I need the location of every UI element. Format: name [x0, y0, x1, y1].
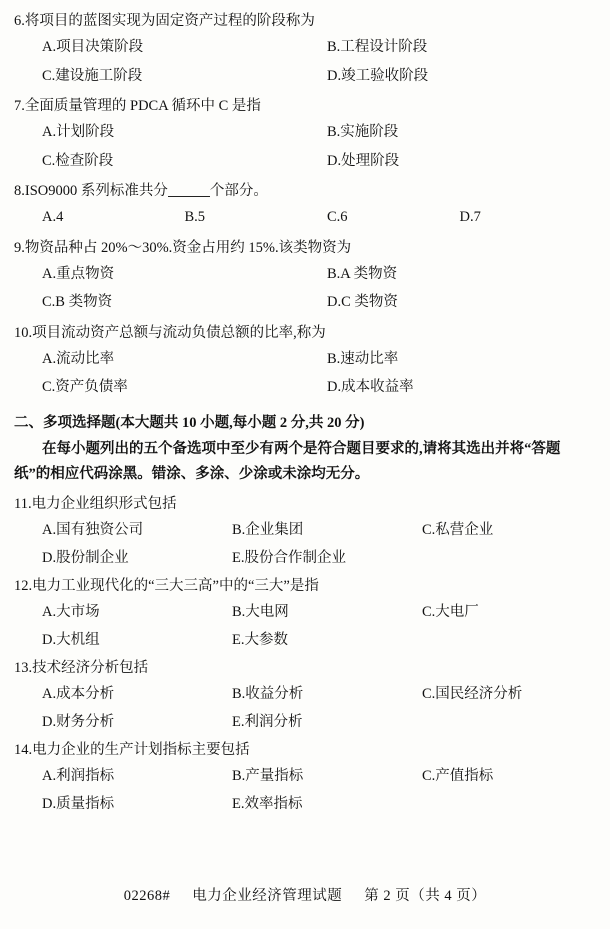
section-heading-multiple-choice: 二、多项选择题(本大题共 10 小题,每小题 2 分,共 20 分)	[14, 414, 365, 431]
fill-in-blank	[168, 196, 210, 197]
option-list	[14, 516, 584, 573]
page-number: 第 2 页（共 4 页）	[364, 888, 487, 904]
option-a[interactable]: A.计划阶段	[42, 124, 115, 141]
option-list	[14, 345, 584, 402]
option-d[interactable]: D.股份制企业	[42, 550, 129, 567]
option-b[interactable]: B.速动比率	[327, 351, 399, 368]
option-list	[14, 203, 584, 231]
option-b[interactable]: B.5	[184, 209, 206, 226]
question-stem: 14.电力企业的生产计划指标主要包括	[14, 741, 250, 758]
option-d[interactable]: D.竣工验收阶段	[327, 67, 429, 84]
option-c[interactable]: C.检查阶段	[42, 152, 114, 169]
question-q12	[14, 575, 584, 655]
question-stem: 9.物资品种占 20%～30%.资金占用约 15%.该类物资为	[14, 239, 352, 256]
option-c[interactable]: C.B 类物资	[42, 294, 113, 311]
page-footer	[0, 884, 610, 905]
option-e[interactable]: E.大参数	[231, 632, 288, 649]
question-q9	[14, 237, 584, 317]
option-list	[14, 33, 584, 90]
option-b[interactable]: B.A 类物资	[327, 266, 398, 283]
option-d[interactable]: D.大机组	[42, 632, 100, 649]
option-e[interactable]: E.效率指标	[231, 796, 303, 813]
option-c[interactable]: C.建设施工阶段	[42, 67, 143, 84]
exam-code: 02268#	[123, 888, 171, 904]
question-q7	[14, 95, 584, 175]
option-d[interactable]: D.C 类物资	[327, 294, 398, 311]
question-stem: 11.电力企业组织形式包括	[14, 495, 177, 512]
option-d[interactable]: D.处理阶段	[327, 152, 400, 169]
option-b[interactable]: B.企业集团	[231, 522, 304, 539]
option-a[interactable]: A.重点物资	[42, 266, 115, 283]
option-a[interactable]: A.大市场	[42, 604, 100, 621]
option-list	[14, 680, 584, 737]
option-c[interactable]: C.大电厂	[421, 604, 479, 621]
option-e[interactable]: E.利润分析	[231, 714, 303, 731]
question-stem: 12.电力工业现代化的“三大三高”中的“三大”是指	[14, 577, 319, 594]
option-c[interactable]: C.国民经济分析	[421, 686, 523, 703]
question-q8	[14, 180, 584, 232]
section-instructions: 在每小题列出的五个备选项中至少有两个是符合题目要求的,请将其选出并将“答题纸”的相应代码涂黑。错涂、多涂、少涂或未涂均无分。	[14, 440, 561, 483]
question-stem: 10.项目流动资产总额与流动负债总额的比率,称为	[14, 324, 326, 341]
question-q13	[14, 657, 584, 737]
option-a[interactable]: A.成本分析	[42, 686, 115, 703]
option-b[interactable]: B.收益分析	[231, 686, 304, 703]
question-stem	[14, 180, 584, 202]
option-d[interactable]: D.7	[459, 209, 481, 226]
question-stem-prefix: 8.ISO9000 系列标准共分	[14, 183, 168, 199]
option-c[interactable]: C.资产负债率	[42, 379, 128, 396]
option-list	[14, 762, 584, 819]
option-c[interactable]: C.产值指标	[421, 768, 494, 785]
option-b[interactable]: B.产量指标	[231, 768, 304, 785]
option-c[interactable]: C.私营企业	[421, 522, 494, 539]
option-e[interactable]: E.股份合作制企业	[231, 550, 346, 567]
question-stem: 13.技术经济分析包括	[14, 659, 149, 676]
option-b[interactable]: B.大电网	[231, 604, 289, 621]
option-c[interactable]: C.6	[327, 209, 348, 226]
option-b[interactable]: B.实施阶段	[327, 124, 399, 141]
option-a[interactable]: A.4	[42, 209, 64, 226]
option-a[interactable]: A.国有独资公司	[42, 522, 144, 539]
option-a[interactable]: A.利润指标	[42, 768, 115, 785]
option-a[interactable]: A.项目决策阶段	[42, 39, 144, 56]
question-q14	[14, 739, 584, 819]
option-d[interactable]: D.成本收益率	[327, 379, 414, 396]
option-d[interactable]: D.财务分析	[42, 714, 115, 731]
question-stem-suffix: 个部分。	[209, 183, 268, 199]
question-stem: 7.全面质量管理的 PDCA 循环中 C 是指	[14, 98, 261, 114]
question-q11	[14, 493, 584, 573]
question-q6	[14, 10, 584, 90]
option-list	[14, 118, 584, 175]
option-a[interactable]: A.流动比率	[42, 351, 115, 368]
exam-title: 电力企业经济管理试题	[192, 888, 343, 904]
option-b[interactable]: B.工程设计阶段	[327, 39, 428, 56]
option-list	[14, 598, 584, 655]
option-d[interactable]: D.质量指标	[42, 796, 115, 813]
question-q10	[14, 322, 584, 402]
question-stem: 6.将项目的蓝图实现为固定资产过程的阶段称为	[14, 13, 315, 29]
option-list	[14, 260, 584, 317]
